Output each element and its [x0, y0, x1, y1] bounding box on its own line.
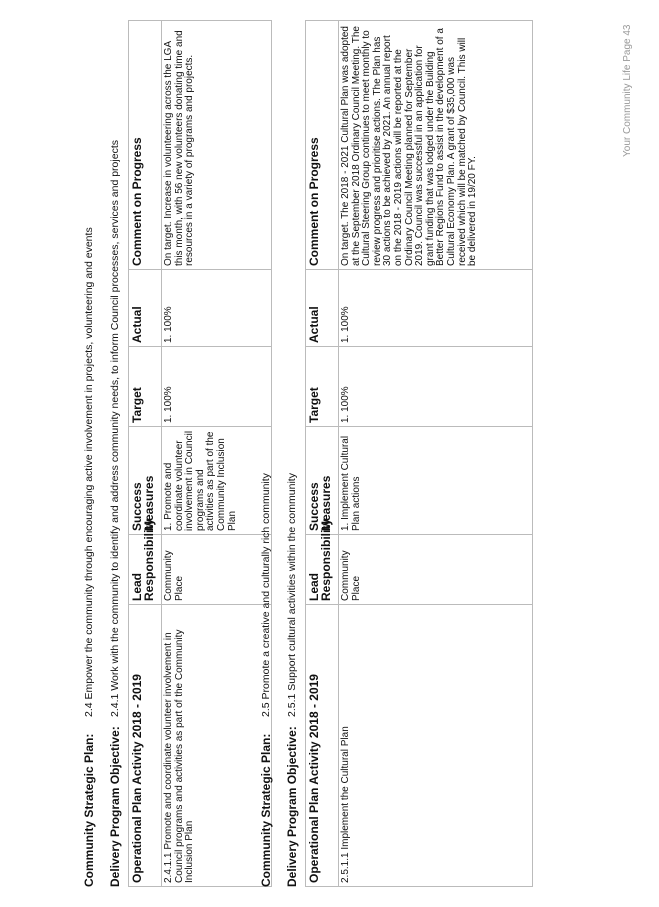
- header-lead: Lead Responsibility: [129, 535, 162, 605]
- header-target: Target: [129, 347, 162, 427]
- header-activity: Operational Plan Activity 2018 - 2019: [129, 605, 162, 887]
- dpo-value: 2.5.1 Support cultural activities within the community: [286, 473, 298, 717]
- delivery-program-objective-line: [102, 21, 128, 887]
- header-comment: Comment on Progress: [129, 21, 162, 270]
- page-footer: Your Community Life Page 43: [622, 24, 633, 157]
- cell-lead: Community Place: [339, 535, 533, 605]
- community-strategic-plan-line: [253, 21, 279, 887]
- header-comment: Comment on Progress: [306, 21, 339, 270]
- csp-value: 2.5 Promote a creative and culturally rich community: [260, 473, 272, 717]
- cell-activity: 2.4.1.1 Promote and coordinate volunteer involvement in Council programs and activities as part of the Community Inclusion Plan: [162, 605, 272, 887]
- table-header-row: [306, 21, 339, 887]
- cell-target: 1. 100%: [339, 347, 533, 427]
- dpo-label: Delivery Program Objective:: [108, 726, 122, 887]
- cell-actual: 1. 100%: [339, 270, 533, 347]
- header-measures: Success Measures: [306, 427, 339, 535]
- header-actual: Actual: [306, 270, 339, 347]
- header-activity: Operational Plan Activity 2018 - 2019: [306, 605, 339, 887]
- activity-table: [305, 20, 533, 887]
- cell-activity: 2.5.1.1 Implement the Cultural Plan: [339, 605, 533, 887]
- cell-lead: Community Place: [162, 535, 272, 605]
- dpo-label: Delivery Program Objective:: [285, 726, 299, 887]
- table-row: [339, 21, 533, 887]
- header-target: Target: [306, 347, 339, 427]
- activity-table: [128, 20, 272, 887]
- header-lead: Lead Responsibility: [306, 535, 339, 605]
- dpo-value: 2.4.1 Work with the community to identify and address community needs, to inform Council processes, services and projects: [109, 140, 121, 717]
- cell-measures: 1. Implement Cultural Plan actions: [339, 427, 533, 535]
- header-measures: Success Measures: [129, 427, 162, 535]
- csp-label: Community Strategic Plan:: [259, 733, 273, 887]
- cell-comment: On target. The 2018 - 2021 Cultural Plan was adopted at the September 2018 Ordinary Council Meeting. The Cultural Steering Group continues to meet monthly to review progress and prioritise actions. The Plan has 30 actions to be achieved by 2021. An annual report on the 2018 - 2019 actions will be reported at the Ordinary Council Meeting planned for September 2019. Council was successful in an application for grant funding that was lodged under the Building Better Regions Fund to assist in the development of a Cultural Economy Plan. A grant of $35,000 was received which will be matched by Council. This will be delivered in 19/20 FY.: [339, 21, 533, 270]
- cell-actual: 1. 100%: [162, 270, 272, 347]
- delivery-program-objective-line: [279, 21, 305, 887]
- cell-measures: 1. Promote and coordinate volunteer involvement in Council programs and activities as part of the Community Inclusion Plan: [162, 427, 272, 535]
- csp-label: Community Strategic Plan:: [82, 733, 96, 887]
- plan-section-2-4: [76, 21, 272, 887]
- cell-comment: On target. Increase in volunteering across the LGA this month, with 56 new volunteers donating time and resources in a variety of programs and projects.: [162, 21, 272, 270]
- table-header-row: [129, 21, 162, 887]
- plan-section-2-5: [253, 21, 533, 887]
- csp-value: 2.4 Empower the community through encouraging active involvement in projects, volunteering and events: [83, 227, 95, 717]
- header-actual: Actual: [129, 270, 162, 347]
- community-strategic-plan-line: [76, 21, 102, 887]
- cell-target: 1. 100%: [162, 347, 272, 427]
